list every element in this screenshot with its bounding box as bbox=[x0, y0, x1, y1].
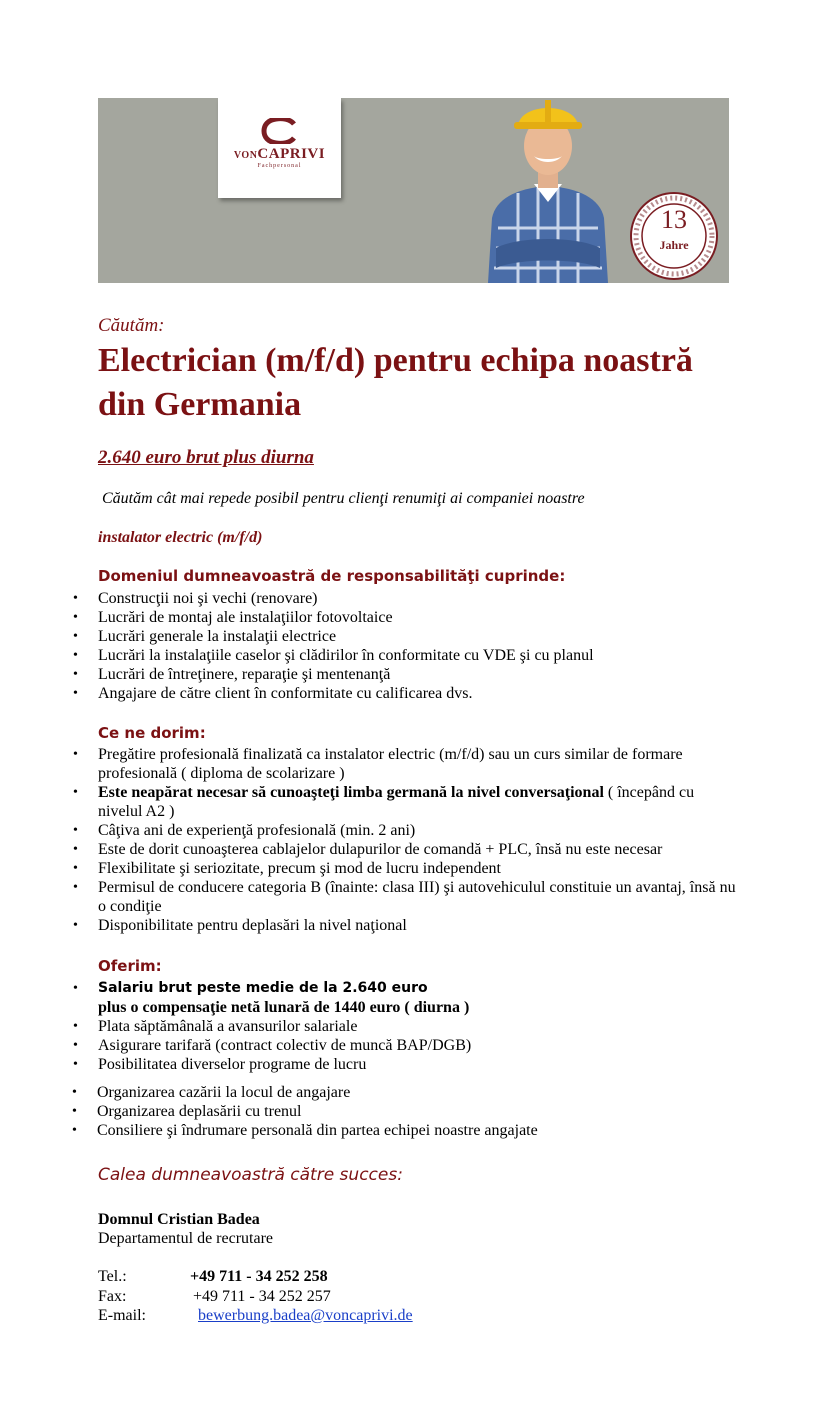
offer-list bbox=[98, 979, 738, 1074]
fax-value: +49 711 - 34 252 257 bbox=[193, 1288, 331, 1305]
badge-word: Jahre bbox=[659, 238, 689, 252]
requirements-list bbox=[98, 745, 738, 935]
badge-number: 13 bbox=[661, 205, 687, 234]
closing-line: Calea dumneavoastră către succes: bbox=[98, 1165, 403, 1185]
anniversary-badge bbox=[629, 191, 719, 281]
salary-line: 2.640 euro brut plus diurna bbox=[98, 447, 314, 468]
list-item: • Construcţii noi şi vechi (renovare) bbox=[98, 589, 738, 608]
list-item: • Permisul de conducere categoria B (înainte: clasa III) şi autovehiculul constituie un avantaj, însă nu o condiţie bbox=[98, 878, 738, 916]
list-item: • Asigurare tarifară (contract colectiv de muncă BAP/DGB) bbox=[98, 1036, 738, 1055]
list-item: • Lucrări de montaj ale instalaţiilor fotovoltaice bbox=[98, 608, 738, 627]
list-item bbox=[98, 979, 738, 1017]
german-requirement: Este neapărat necesar să cunoaşteţi limba germană la nivel conversaţional bbox=[98, 784, 604, 801]
responsibilities-heading: Domeniul dumneavoastră de responsabilităţi cuprinde: bbox=[98, 567, 566, 585]
offer-salary: • Salariu brut peste medie de la 2.640 euro bbox=[98, 980, 428, 996]
list-item: • Organizarea cazării la locul de angajare bbox=[97, 1083, 737, 1102]
list-item: • Angajare de către client în conformitate cu calificarea dvs. bbox=[98, 684, 738, 703]
list-item: • Flexibilitate şi seriozitate, precum şi mod de lucru independent bbox=[98, 859, 738, 878]
logo-name: CAPRIVI bbox=[257, 146, 326, 162]
contact-name: Domnul Cristian Badea bbox=[98, 1211, 260, 1228]
kicker: Căutăm: bbox=[98, 315, 165, 336]
logo-von: VON bbox=[233, 150, 258, 161]
list-item bbox=[98, 783, 738, 821]
german-level: ( începând cu nivelul A2 ) bbox=[98, 784, 695, 820]
responsibilities-list bbox=[98, 589, 738, 703]
list-item: • Lucrări de întreţinere, reparaţie şi mentenanţă bbox=[98, 665, 738, 684]
tel-label: Tel.: bbox=[98, 1268, 127, 1285]
requirements-heading: Ce ne dorim: bbox=[98, 724, 206, 742]
list-item: • Este de dorit cunoaşterea cablajelor dulapurilor de comandă + PLC, însă nu este necesar bbox=[98, 840, 738, 859]
fax-label: Fax: bbox=[98, 1288, 127, 1305]
offer-list-continued bbox=[97, 1083, 737, 1140]
list-item: • Plata săptămânală a avansurilor salariale bbox=[98, 1017, 738, 1036]
offer-heading: Oferim: bbox=[98, 957, 162, 975]
list-item: • Câţiva ani de experienţă profesională (min. 2 ani) bbox=[98, 821, 738, 840]
header-banner bbox=[98, 98, 729, 283]
page-title: Electrician (m/f/d) pentru echipa noastră din Germania bbox=[98, 342, 693, 423]
intro-text: Căutăm cât mai repede posibil pentru clienţi renumiţi ai companiei noastre bbox=[102, 490, 585, 507]
list-item: • Organizarea deplasării cu trenul bbox=[97, 1102, 737, 1121]
list-item: • Lucrări generale la instalaţii electrice bbox=[98, 627, 738, 646]
email-label: E-mail: bbox=[98, 1307, 146, 1324]
list-item: • Posibilitatea diverselor programe de lucru bbox=[98, 1055, 738, 1074]
logo-subtitle: Fachpersonal bbox=[257, 163, 302, 169]
electrician-worker-image bbox=[478, 98, 618, 283]
company-logo bbox=[218, 98, 341, 198]
list-item: • Lucrări la instalaţiile caselor şi clădirilor în conformitate cu VDE şi cu planul bbox=[98, 646, 738, 665]
position-name: instalator electric (m/f/d) bbox=[98, 529, 263, 546]
logo-c-mark-icon bbox=[260, 118, 300, 144]
email-link[interactable]: bewerbung.badea@voncaprivi.de bbox=[198, 1307, 413, 1324]
tel-value[interactable]: +49 711 - 34 252 258 bbox=[190, 1268, 328, 1285]
list-item: • Pregătire profesională finalizată ca instalator electric (m/f/d) sau un curs similar de formare profesională ( diploma de scolarizare ) bbox=[98, 745, 738, 783]
contact-department: Departamentul de recrutare bbox=[98, 1230, 274, 1247]
list-item: • Consiliere şi îndrumare personală din partea echipei noastre angajate bbox=[97, 1121, 737, 1140]
offer-allowance: plus o compensaţie netă lunară de 1440 euro ( diurna ) bbox=[98, 999, 470, 1016]
list-item: • Disponibilitate pentru deplasări la nivel naţional bbox=[98, 916, 738, 935]
